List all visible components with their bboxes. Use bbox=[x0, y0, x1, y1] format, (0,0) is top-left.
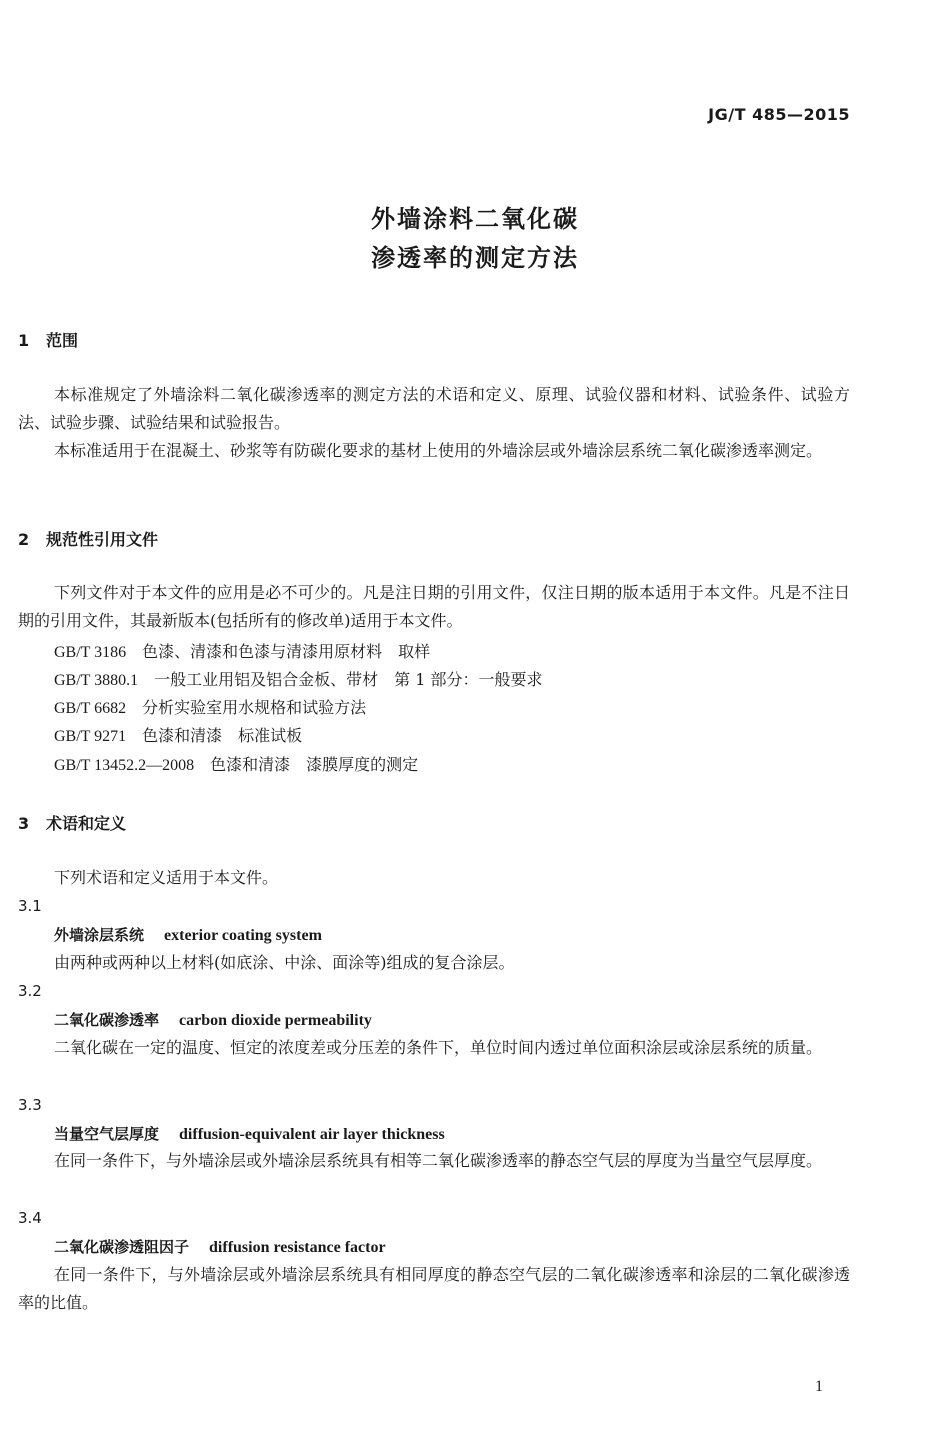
title-line-1: 外墙涂料二氧化碳 bbox=[371, 205, 579, 233]
reference-title: 分析实验室用水规格和试验方法 bbox=[142, 698, 367, 717]
section-number: 1 bbox=[18, 331, 30, 350]
term-english: diffusion-equivalent air layer thickness bbox=[179, 1126, 445, 1143]
term-heading bbox=[54, 1123, 445, 1144]
clause-number: 3.2 bbox=[18, 982, 42, 1000]
section-2-heading bbox=[18, 527, 158, 550]
reference-item bbox=[54, 752, 418, 775]
reference-code: GB/T 3186 bbox=[54, 644, 127, 661]
term-definition: 二氧化碳在一定的温度、恒定的浓度差或分压差的条件下，单位时间内透过单位面积涂层或涂层系统的质量。 bbox=[54, 1038, 823, 1057]
reference-code: GB/T 9271 bbox=[54, 728, 127, 745]
title-line-2: 渗透率的测定方法 bbox=[371, 244, 579, 272]
term-definition: 在同一条件下，与外墙涂层或外墙涂层系统具有相等二氧化碳渗透率的静态空气层的厚度为当量空气层厚度。 bbox=[54, 1151, 823, 1170]
reference-code: GB/T 13452.2—2008 bbox=[54, 757, 195, 774]
term-definition: 由两种或两种以上材料(如底涂、中涂、面涂等)组成的复合涂层。 bbox=[54, 953, 515, 972]
reference-title: 色漆、清漆和色漆与清漆用原材料 取样 bbox=[142, 642, 431, 661]
clause-number: 3.3 bbox=[18, 1096, 42, 1114]
term-chinese: 外墙涂层系统 bbox=[54, 926, 145, 944]
reference-item bbox=[54, 667, 543, 690]
clause-number: 3.1 bbox=[18, 897, 42, 915]
section-1-heading bbox=[18, 328, 78, 351]
reference-title: 色漆和清漆 标准试板 bbox=[142, 726, 303, 745]
term-english: exterior coating system bbox=[164, 927, 322, 944]
term-chinese: 二氧化碳渗透率 bbox=[54, 1011, 160, 1029]
reference-title: 一般工业用铝及铝合金板、带材 第 1 部分：一般要求 bbox=[154, 670, 543, 689]
reference-item bbox=[54, 639, 430, 662]
reference-code: GB/T 6682 bbox=[54, 700, 127, 717]
term-english: diffusion resistance factor bbox=[209, 1239, 386, 1256]
reference-code: GB/T 3880.1 bbox=[54, 672, 139, 689]
section-3-heading bbox=[18, 811, 126, 834]
section-1-paragraph-2: 本标准适用于在混凝土、砂浆等有防碳化要求的基材上使用的外墙涂层或外墙涂层系统二氧化碳渗透率测定。 bbox=[54, 441, 823, 460]
reference-item bbox=[54, 723, 302, 746]
clause-number: 3.4 bbox=[18, 1209, 42, 1227]
standard-code: JG/T 485—2015 bbox=[708, 105, 850, 124]
section-number: 3 bbox=[18, 814, 30, 833]
term-english: carbon dioxide permeability bbox=[179, 1012, 372, 1029]
term-heading bbox=[54, 1236, 386, 1257]
section-title: 规范性引用文件 bbox=[46, 530, 159, 549]
term-chinese: 二氧化碳渗透阻因子 bbox=[54, 1238, 190, 1256]
term-definition: 在同一条件下，与外墙涂层或外墙涂层系统具有相同厚度的静态空气层的二氧化碳渗透率和涂层的二氧化碳渗透率的比值。 bbox=[18, 1265, 850, 1312]
term-chinese: 当量空气层厚度 bbox=[54, 1125, 160, 1143]
term-heading bbox=[54, 1009, 372, 1030]
reference-title: 色漆和清漆 漆膜厚度的测定 bbox=[210, 755, 419, 774]
section-3-paragraph-1: 下列术语和定义适用于本文件。 bbox=[54, 868, 279, 887]
term-heading bbox=[54, 924, 322, 945]
reference-item bbox=[54, 695, 366, 718]
section-number: 2 bbox=[18, 530, 30, 549]
section-2-paragraph-1: 下列文件对于本文件的应用是必不可少的。凡是注日期的引用文件，仅注日期的版本适用于本文件。凡是不注日期的引用文件，其最新版本(包括所有的修改单)适用于本文件。 bbox=[18, 583, 850, 630]
section-title: 范围 bbox=[46, 331, 79, 350]
section-1-paragraph-1: 本标准规定了外墙涂料二氧化碳渗透率的测定方法的术语和定义、原理、试验仪器和材料、试验条件、试验方法、试验步骤、试验结果和试验报告。 bbox=[18, 385, 850, 432]
page-number: 1 bbox=[815, 1378, 823, 1395]
section-title: 术语和定义 bbox=[46, 814, 127, 833]
